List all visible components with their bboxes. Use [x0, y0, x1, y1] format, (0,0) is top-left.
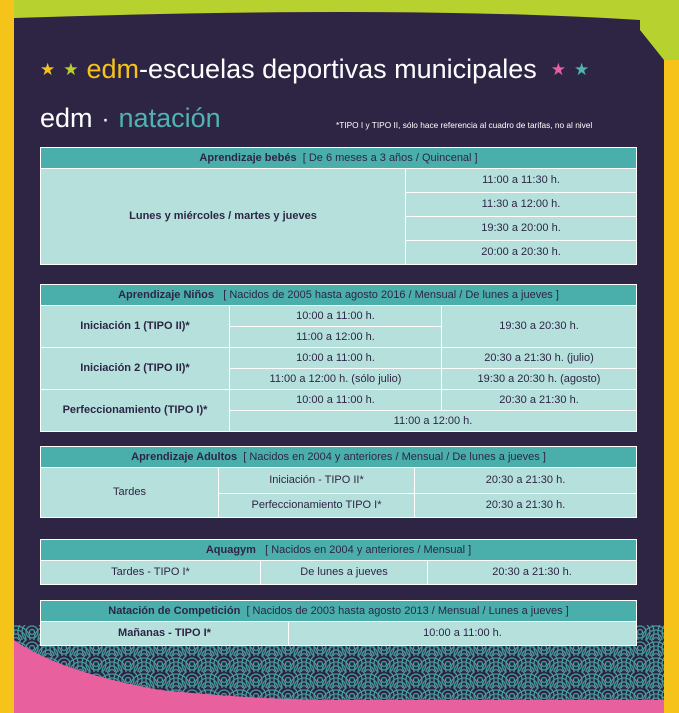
subtitle-brand: edm	[40, 103, 93, 133]
days-cell: De lunes a jueves	[261, 561, 428, 585]
time-cell: 11:30 a 12:00 h.	[406, 193, 637, 217]
group-cell: Tardes	[41, 468, 219, 518]
time-cell: 10:00 a 11:00 h.	[289, 622, 637, 646]
table-title: Aprendizaje Adultos [ Nacidos en 2004 y anteriores / Mensual / De lunes a jueves ]	[41, 447, 637, 468]
time-cell: 20:30 a 21:30 h.	[415, 494, 637, 518]
level-cell: Iniciación 2 (TIPO II)*	[41, 348, 230, 390]
time-cell: 20:30 a 21:30 h.	[415, 468, 637, 494]
table-ninos	[40, 284, 637, 432]
time-cell: 10:00 a 11:00 h.	[230, 348, 442, 369]
table-header	[41, 447, 637, 468]
time-cell: 10:00 a 11:00 h.	[230, 390, 442, 411]
star-icon: ★	[63, 60, 79, 79]
star-icon: ★	[40, 60, 56, 79]
tipo-note: *TIPO I y TIPO II, sólo hace referencia al cuadro de tarifas, no al nivel	[336, 120, 593, 130]
table-row	[41, 561, 637, 585]
days-cell: Lunes y miércoles / martes y jueves	[41, 169, 406, 265]
subtitle-sport: natación	[118, 103, 221, 133]
table-title: Aprendizaje bebés [ De 6 meses a 3 años / Quincenal ]	[41, 148, 637, 169]
section-subtitle	[40, 103, 221, 134]
page-title	[87, 54, 537, 85]
table-header	[41, 285, 637, 306]
table-row	[41, 306, 637, 327]
time-cell: 19:30 a 20:30 h.	[442, 306, 637, 348]
table-competicion	[40, 600, 637, 646]
table-row	[41, 390, 637, 411]
table-title: Aprendizaje Niños [ Nacidos de 2005 hasta agosto 2016 / Mensual / De lunes a jueves ]	[41, 285, 637, 306]
time-cell: 20:30 a 21:30 h. (julio)	[442, 348, 637, 369]
time-cell: 20:30 a 21:30 h.	[442, 390, 637, 411]
star-icon: ★	[573, 60, 590, 79]
time-cell: 11:00 a 12:00 h. (sólo julio)	[230, 369, 442, 390]
table-header	[41, 540, 637, 561]
level-cell: Perfeccionamiento (TIPO I)*	[41, 390, 230, 432]
title-text: -escuelas deportivas municipales	[139, 54, 537, 84]
table-title: Aquagym [ Nacidos en 2004 y anteriores / Mensual ]	[41, 540, 637, 561]
page-title-row	[40, 54, 589, 85]
level-cell: Perfeccionamiento TIPO I*	[219, 494, 415, 518]
table-row	[41, 169, 637, 193]
table-header	[41, 601, 637, 622]
time-cell: 11:00 a 11:30 h.	[406, 169, 637, 193]
time-cell: 20:30 a 21:30 h.	[428, 561, 637, 585]
table-adultos	[40, 446, 637, 518]
star-icon: ★	[550, 60, 566, 79]
table-bebes	[40, 147, 637, 265]
time-cell: 10:00 a 11:00 h.	[230, 306, 442, 327]
time-cell: 11:00 a 12:00 h.	[230, 327, 442, 348]
table-title: Natación de Competición [ Nacidos de 2003 hasta agosto 2013 / Mensual / Lunes a jueves ]	[41, 601, 637, 622]
time-cell: 19:30 a 20:30 h. (agosto)	[442, 369, 637, 390]
group-cell: Tardes - TIPO I*	[41, 561, 261, 585]
table-row	[41, 622, 637, 646]
level-cell: Iniciación 1 (TIPO II)*	[41, 306, 230, 348]
table-aquagym	[40, 539, 637, 585]
time-cell: 19:30 a 20:00 h.	[406, 217, 637, 241]
table-header	[41, 148, 637, 169]
table-row	[41, 348, 637, 369]
time-cell: 20:00 a 20:30 h.	[406, 241, 637, 265]
level-cell: Iniciación - TIPO II*	[219, 468, 415, 494]
subtitle-dot: ·	[101, 106, 110, 133]
table-row	[41, 468, 637, 494]
group-cell: Mañanas - TIPO I*	[41, 622, 289, 646]
time-cell: 11:00 a 12:00 h.	[230, 411, 637, 432]
title-brand: edm	[86, 54, 140, 84]
